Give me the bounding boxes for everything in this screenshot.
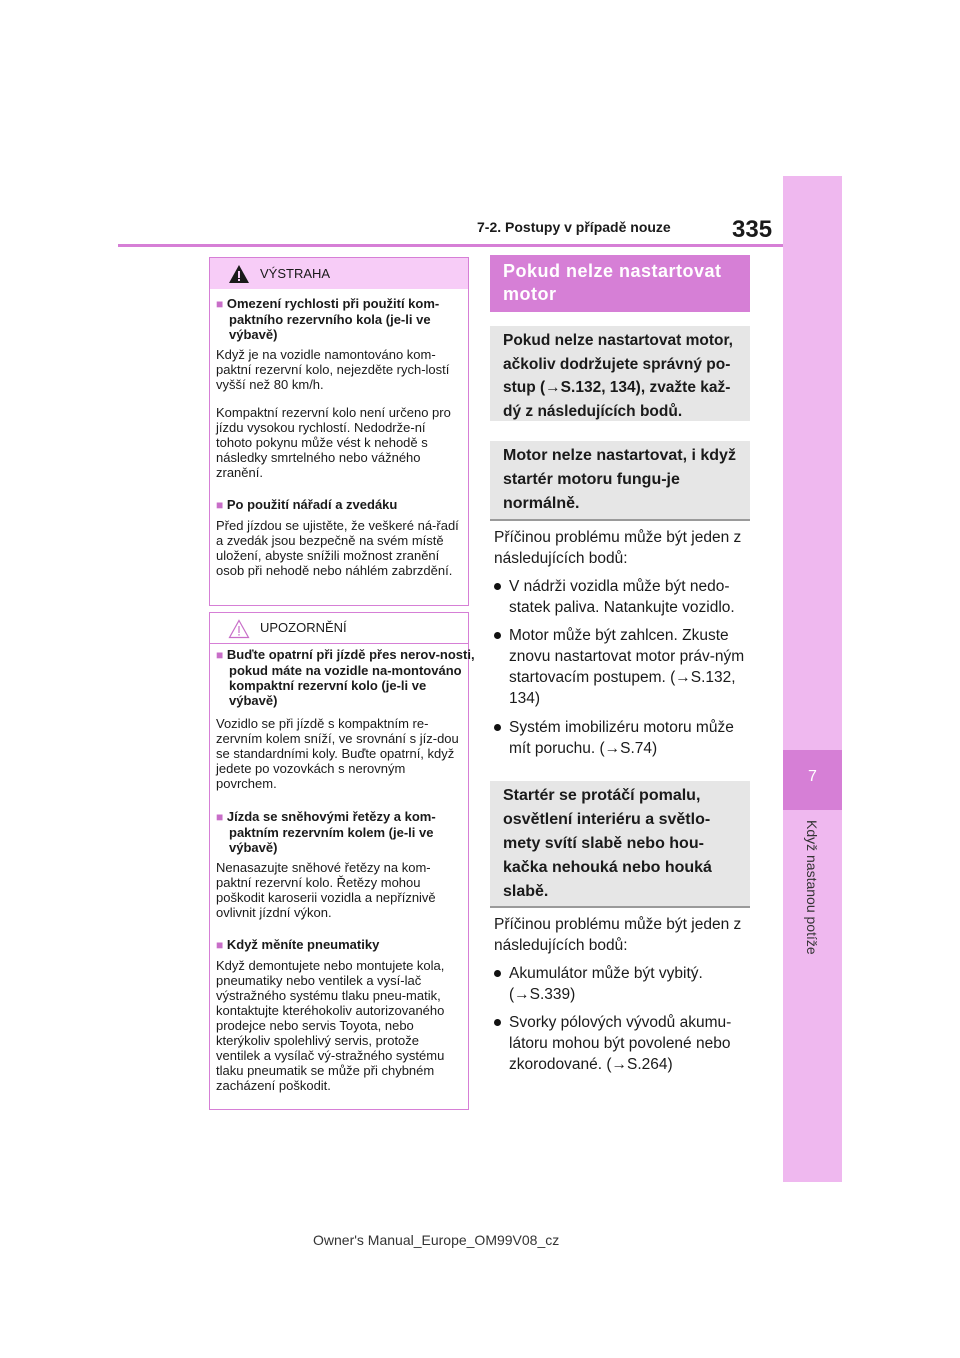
- bullet-icon: [494, 583, 501, 590]
- bullet-icon: [494, 724, 501, 731]
- subsection-title: Motor nelze nastartovat, i když startér motoru fungu-je normálně.: [503, 447, 736, 512]
- subsection-box-starter-normal: [490, 441, 750, 521]
- list-item: V nádrži vozidla může být nedo-statek paliva. Natankujte vozidlo.: [494, 576, 754, 618]
- warning-paragraph: Kompaktní rezervní kolo není určeno pro jízdu vysokou rychlostí. Nedodrže-ní tohoto pokynu může vést k nehodě s následky smrtelného nebo vážného zranění.: [216, 405, 451, 480]
- caution-paragraph: Vozidlo se při jízdě s kompaktním re-zervním kolem sníží, ve srovnání s jíz-dou se standardními koly. Buďte opatrní, když jedete po vozovkách s nerovným povrchem.: [216, 716, 459, 791]
- chapter-title-vertical: [780, 820, 844, 960]
- caution-paragraph: Když demontujete nebo montujete kola, pneumatiky nebo ventilek a vysí-lač výstražného systému tlaku pneu-matik, kontaktujte kteréhokoliv autorizovaného prodejce nebo servis Toyota, nebo kterýkoliv spolehlivý servis, protože ventilek a vysílač vý-stražného systému tlaku pneumatik se může při chybném zacházení poškodit.: [216, 958, 445, 1093]
- list-item: Akumulátor může být vybitý. (→S.339): [494, 963, 754, 1005]
- warning-title: VÝSTRAHA: [260, 266, 331, 281]
- list-item: Systém imobilizéru motoru může mít poruchu. (→S.74): [494, 717, 754, 759]
- bullet-icon: [494, 1019, 501, 1026]
- caution-title: UPOZORNĚNÍ: [260, 620, 347, 635]
- warning-paragraph: Před jízdou se ujistěte, že veškeré ná-řadí a zvedák jsou bezpečně na svém místě uložení, abyste snížili možnost zranění osob při nehodě nebo náhlém zabrzdění.: [216, 518, 459, 578]
- caution-heading-tyre-change: ■ Když měníte pneumatiky: [216, 937, 380, 952]
- page-number: 335: [732, 216, 773, 243]
- lead-paragraph: Příčinou problému může být jeden z následujících bodů:: [494, 529, 742, 567]
- intro-text: Pokud nelze nastartovat motor, ačkoliv dodržujete správný po-stup (→S.132, 134), zvažte kaž-dý z následujících bodů.: [503, 332, 733, 420]
- header-rule: [118, 244, 783, 247]
- section-title: 7-2. Postupy v případě nouze: [477, 219, 671, 235]
- subsection-title: Startér se protáčí pomalu, osvětlení interiéru a světlo-mety svítí slabě nebo hou-kačka nehouká nebo houká slabě.: [503, 787, 712, 900]
- bullet-icon: [494, 632, 501, 639]
- subsection-box-starter-slow: [490, 781, 750, 908]
- warning-heading-speed: ■ Omezení rychlosti při použití kom-paktního rezervního kola (je-li ve výbavě): [216, 296, 440, 342]
- subsection-underline: [490, 906, 750, 908]
- warning-header: [210, 258, 468, 289]
- chapter-number: 7: [808, 768, 817, 785]
- list-item: Motor může být zahlcen. Zkuste znovu nastartovat motor práv-ným startovacím postupem. (→S.132, 134): [494, 625, 754, 709]
- caution-header: [210, 613, 468, 644]
- bullet-icon: [494, 970, 501, 977]
- list-item: Svorky pólových vývodů akumu-látoru mohou být povolené nebo zkorodované. (→S.264): [494, 1012, 754, 1075]
- warning-paragraph: Když je na vozidle namontováno kom-paktní rezervní kolo, nejezděte rych-lostí vyšší než 80 km/h.: [216, 347, 450, 392]
- caution-paragraph: Nenasazujte sněhové řetězy na kom-paktní rezervní kolo. Řetězy mohou poškodit karoserii vozidla a nepříznivě ovlivnit jízdní výkon.: [216, 860, 436, 920]
- chapter-title: Když nastanou potíže: [804, 820, 820, 955]
- footer-text: Owner's Manual_Europe_OM99V08_cz: [313, 1232, 560, 1248]
- subsection-underline: [490, 519, 750, 521]
- section-heading: Pokud nelze nastartovat motor: [503, 261, 722, 304]
- caution-triangle-icon: [228, 619, 250, 639]
- caution-heading-snow-chains: ■ Jízda se sněhovými řetězy a kom-paktním rezervním kolem (je-li ve výbavě): [216, 809, 436, 855]
- lead-paragraph: Příčinou problému může být jeden z následujících bodů:: [494, 916, 742, 954]
- warning-triangle-icon: [228, 264, 250, 284]
- section-heading-ribbon: [490, 255, 750, 312]
- intro-box: [490, 326, 750, 421]
- caution-heading-uneven-road: ■ Buďte opatrní při jízdě přes nerov-nosti, pokud máte na vozidle na-montováno kompaktní rezervní kolo (je-li ve výbavě): [216, 647, 475, 708]
- chapter-side-tab: [783, 176, 842, 1182]
- warning-heading-tools: ■ Po použití nářadí a zvedáku: [216, 497, 398, 512]
